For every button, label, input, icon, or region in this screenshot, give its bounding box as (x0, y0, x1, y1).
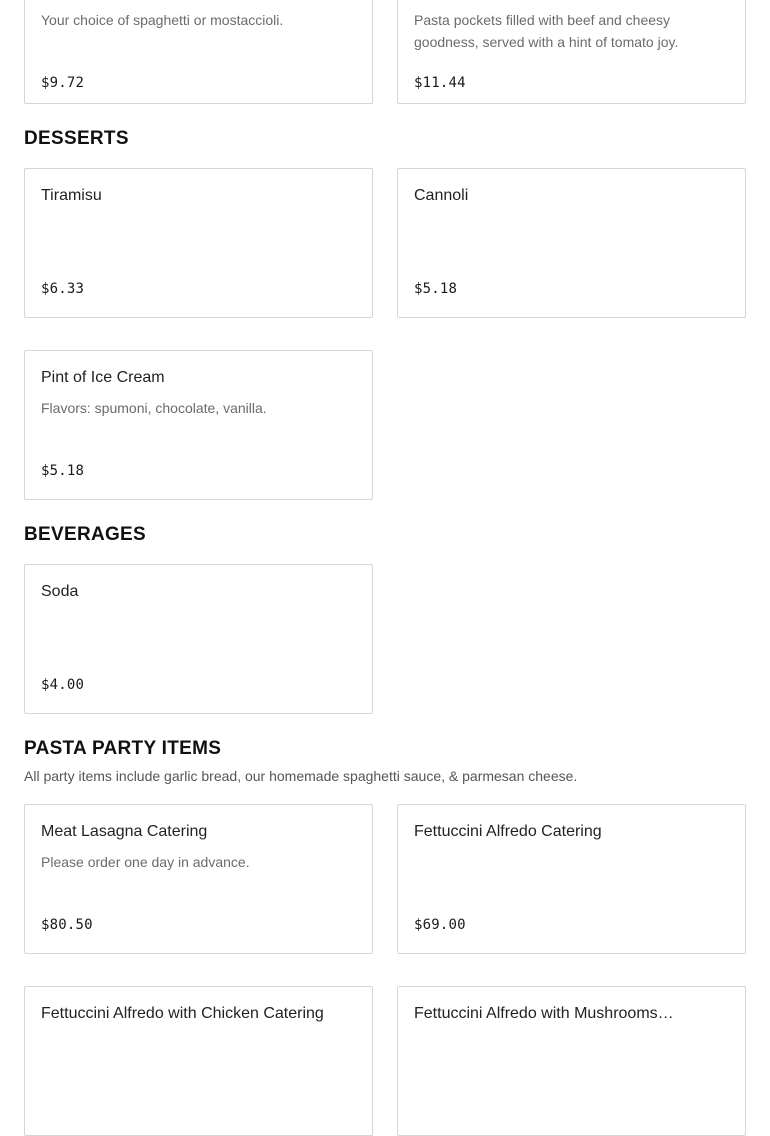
menu-item-price: $5.18 (414, 281, 458, 297)
menu-item-card[interactable] (24, 350, 373, 500)
menu-item-name: Fettuccini Alfredo with Chicken Catering (41, 1005, 324, 1022)
section-title-pasta-party: PASTA PARTY ITEMS (24, 738, 222, 759)
menu-item-card[interactable] (24, 0, 373, 104)
menu-item-name: Fettuccini Alfredo Catering (414, 823, 602, 840)
menu-item-name: Meat Lasagna Catering (41, 823, 208, 840)
menu-item-description: Please order one day in advance. (41, 854, 250, 870)
menu-item-card[interactable] (24, 564, 373, 714)
section-subtitle: All party items include garlic bread, our homemade spaghetti sauce, & parmesan cheese. (24, 768, 578, 784)
menu-item-name: Cannoli (414, 187, 469, 204)
menu-item-card[interactable] (24, 168, 373, 318)
menu-item-name: Pint of Ice Cream (41, 369, 165, 386)
menu-item-card[interactable] (397, 168, 746, 318)
section-title-desserts: DESSERTS (24, 128, 129, 149)
menu-item-card[interactable] (397, 804, 746, 954)
menu-item-name: Soda (41, 583, 79, 600)
menu-item-price: $5.18 (41, 463, 85, 479)
menu-item-price: $9.72 (41, 75, 85, 91)
menu-item-card[interactable] (397, 0, 746, 104)
menu-item-description: Pasta pockets filled with beef and cheesy goodness, served with a hint of tomato joy. (414, 12, 679, 50)
menu-item-description: Flavors: spumoni, chocolate, vanilla. (41, 400, 267, 416)
menu-item-card[interactable] (397, 986, 746, 1136)
menu-item-price: $80.50 (41, 917, 93, 933)
menu-item-price: $69.00 (414, 917, 466, 933)
menu-item-price: $6.33 (41, 281, 85, 297)
menu-item-name: Fettuccini Alfredo with Mushrooms… (414, 1005, 674, 1022)
menu-item-card[interactable] (24, 986, 373, 1136)
menu-item-card[interactable] (24, 804, 373, 954)
section-title-beverages: BEVERAGES (24, 524, 147, 545)
menu-item-description: Your choice of spaghetti or mostaccioli. (41, 12, 284, 28)
menu-item-price: $11.44 (414, 75, 466, 91)
menu-item-name: Tiramisu (41, 187, 102, 204)
menu-item-price: $4.00 (41, 677, 85, 693)
